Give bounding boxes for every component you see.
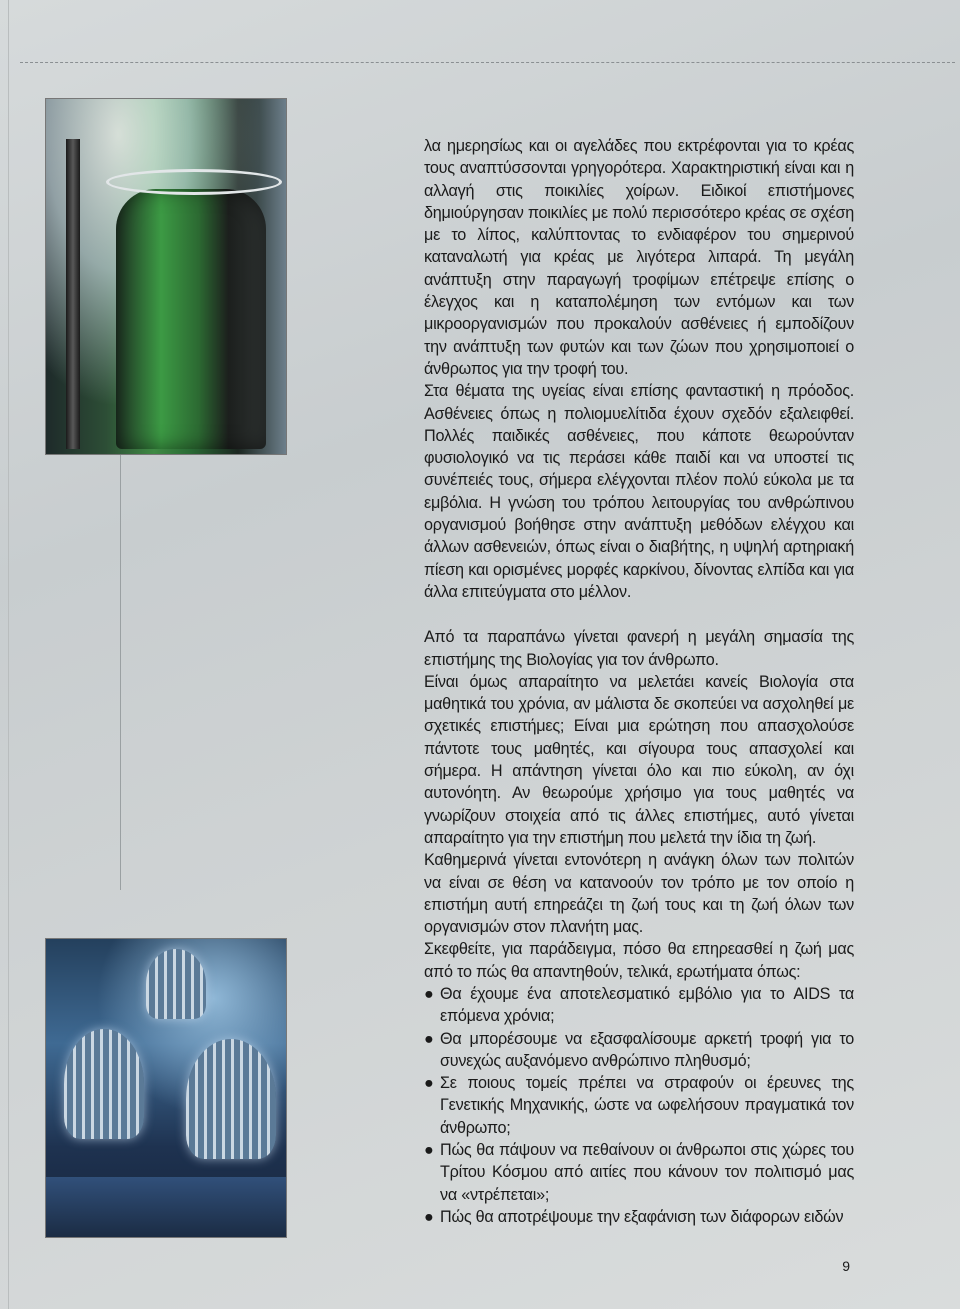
paragraph: Είναι όμως απαραίτητο να μελετάει κανείς Βιολογία στα μαθητικά του χρόνια, αν μάλιστα δε σκοπεύει να ασχοληθεί με σχετικές επιστήμες; Είναι μια ερώτηση που απασχολούσε πάντοτε τους μαθητές, και σίγουρα τους απασχολεί και σήμερα. Η απάντηση γίνεται όλο και πιο εύκολη, αν όχι αυτονόητη. Αν θεωρούμε χρήσιμο για τους μαθητές να γνωρίζουν στοιχεία από τις άλλες επιστήμες, αυτό γίνεται απαραίτητο για την επιστήμη που μελετά την ίδια τη ζωή. (424, 672, 854, 847)
top-dashed-rule (20, 62, 955, 63)
bullet-icon: ● (424, 1141, 434, 1160)
list-item-text: Σε ποιους τομείς πρέπει να στραφούν οι έρευνες της Γενετικής Μηχανικής, ώστε να ωφελήσουν πραγματικά τον άνθρωπο; (440, 1074, 854, 1137)
paragraph: Καθημερινά γίνεται εντονότερη η ανάγκη όλων των πολιτών να είναι σε θέση να κατανοούν τον τρόπο με τον οποίο η επιστήμη αυτή επηρεάζει τη ζωή τους και τη ζωή όλων των οργανισμών στον πλανήτη μας. (424, 851, 854, 937)
left-margin-line (8, 0, 9, 1309)
photo-tank (116, 189, 266, 449)
paragraph: Από τα παραπάνω γίνεται φανερή η μεγάλη σημασία της επιστήμης της Βιολογίας για τον άνθρωπο. (424, 628, 854, 669)
list-item-text: Θα έχουμε ένα αποτελεσματικό εμβόλιο για το AIDS τα επόμενα χρόνια; (440, 984, 854, 1026)
paragraph: λα ημερησίως και οι αγελάδες που εκτρέφονται για το κρέας τους αναπτύσσονται γρηγορότερα. Χαρακτηριστική είναι και η αλλαγή στις ποικιλίες χοίρων. Ειδικοί επιστήμονες δημιούργησαν ποικιλίες με πολύ περισσότερο κρέας σε σχέση με το λίπος, καλύπτοντας το ενδιαφέρον του σημερινού καταναλωτή για κρέας με λιγότερα λιπαρά. Τη μεγάλη ανάπτυξη στην παραγωγή τροφίμων επέτρεψε επίσης ο έλεγχος και η καταπολέμηση των εντόμων και των μικροοργανισμών που προκαλούν ασθένειες ή εμποδίζουν την ανάπτυξη των φυτών και των ζώων που χρησιμοποιεί ο άνθρωπος για την τροφή του. (424, 137, 854, 378)
laboratory-vessels-photo (45, 938, 287, 1238)
list-item-text: Πώς θα πάψουν να πεθαίνουν οι άνθρωποι στις χώρες του Τρίτου Κόσμου από αιτίες που κάνουν τον πολιτισμό μας να «ντρέπεται»; (440, 1141, 854, 1204)
guide-line (120, 450, 121, 890)
bullet-icon: ● (424, 984, 434, 1003)
list-item (424, 1072, 854, 1139)
bullet-icon: ● (424, 1029, 434, 1048)
paragraph-gap (424, 603, 854, 626)
list-item-text: Πώς θα αποτρέψουμε την εξαφάνιση των διάφορων ειδών (440, 1207, 844, 1226)
main-text-column (424, 135, 854, 1228)
photo-rail (106, 169, 282, 195)
page-number: 9 (842, 1258, 850, 1274)
photo-floor (46, 1177, 286, 1237)
paragraph: Σκεφθείτε, για παράδειγμα, πόσο θα επηρεασθεί η ζωή μας από το πώς θα απαντηθούν, τελικά, ερωτήματα όπως: (424, 940, 854, 981)
list-item-text: Θα μπορέσουμε να εξασφαλίσουμε αρκετή τροφή για το συνεχώς αυξανόμενο ανθρώπινο πληθυσμό; (440, 1029, 854, 1070)
photo-vessel (186, 1039, 276, 1159)
list-item (424, 1206, 854, 1228)
question-list (424, 983, 854, 1228)
photo-vessel (64, 1029, 144, 1139)
list-item (424, 1139, 854, 1206)
bullet-icon: ● (424, 1074, 434, 1093)
photo-pipe (66, 139, 80, 449)
photo-vessel (146, 949, 206, 1019)
bullet-icon: ● (424, 1207, 434, 1226)
bioreactor-tank-photo (45, 98, 287, 455)
list-item (424, 1028, 854, 1073)
paragraph: Στα θέματα της υγείας είναι επίσης φανταστική η πρόοδος. Ασθένειες όπως η πολιομυελίτιδα έχουν σχεδόν εξαλειφθεί. Πολλές παιδικές ασθένειες, που κάποτε θεωρούνταν φυσιολογικό να τις περάσει κάθε παιδί και να υποστεί τις συνέπειές τους, σήμερα ελέγχονται πλέον πολύ εύκολα με τα εμβόλια. Η γνώση του τρόπου λειτουργίας του ανθρώπινου οργανισμού βοήθησε στην ανάπτυξη μεθόδων ελέγχου και άλλων ασθενειών, όπως είναι ο διαβήτης, η υψηλή αρτηριακή πίεση και ορισμένες μορφές καρκίνου, δίνοντας ελπίδα και για άλλα επιτεύγματα στο μέλλον. (424, 382, 854, 601)
list-item (424, 983, 854, 1028)
